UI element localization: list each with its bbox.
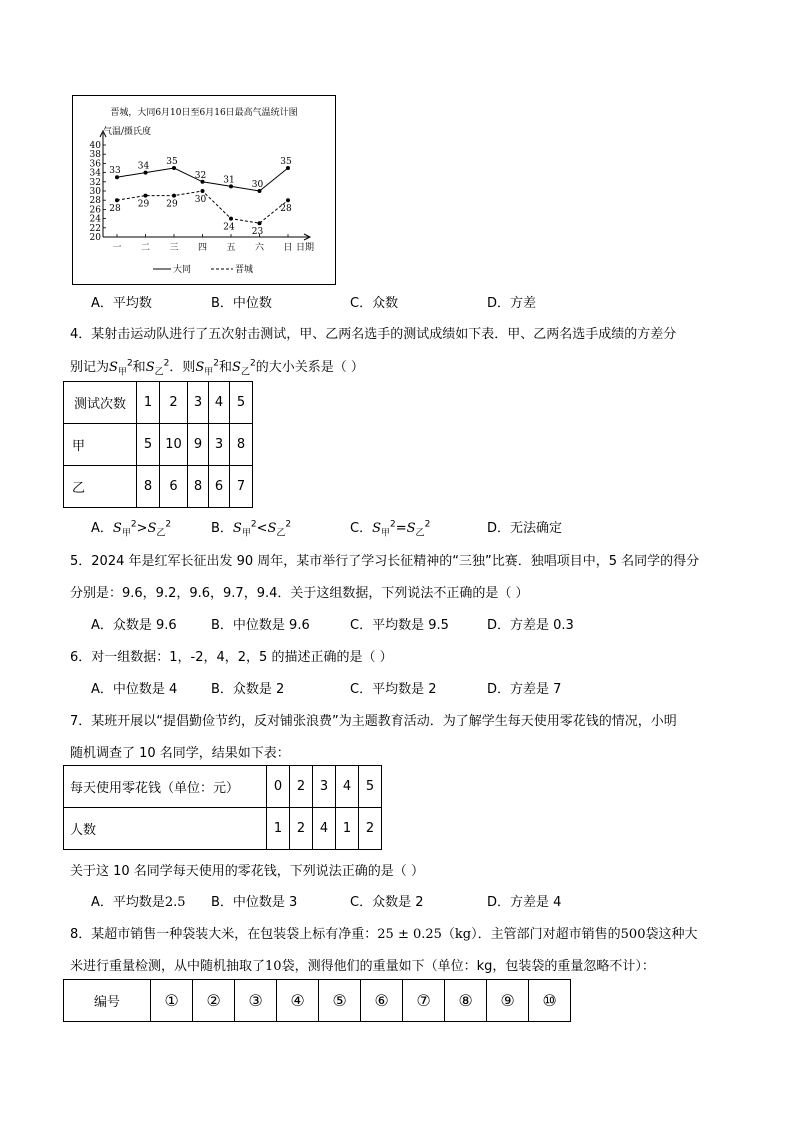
q8-weight-table: [63, 979, 571, 1022]
table-cell: 乙: [64, 466, 137, 508]
option-label: B．: [211, 521, 233, 536]
table-cell: ②: [193, 980, 235, 1022]
q3-option-d[interactable]: D．方差: [487, 296, 537, 311]
series-point: [172, 194, 176, 198]
q5-option-c[interactable]: C．平均数是 9.5: [350, 618, 449, 633]
table-cell: 2: [290, 766, 313, 808]
table-cell: 8: [137, 466, 160, 508]
y-tick-label: 26: [89, 205, 101, 216]
table-cell: 10: [160, 424, 188, 466]
table-cell: 4: [336, 766, 359, 808]
y-tick-label: 32: [89, 177, 101, 188]
y-tick-label: 34: [89, 168, 101, 179]
x-tick-label: 三: [169, 243, 179, 253]
sub-yi: 乙: [154, 367, 164, 378]
table-cell: 3: [313, 766, 336, 808]
x-tick-label: 一: [112, 243, 122, 253]
option-label: C．: [350, 521, 373, 536]
q7-question-line3: 关于这 10 名同学每天使用的零花钱，下列说法正确的是（ ）: [70, 864, 424, 879]
data-label: 30: [251, 180, 264, 190]
table-cell: ⑩: [529, 980, 571, 1022]
sup-2: 2: [424, 519, 431, 530]
y-tick-label: 24: [89, 214, 101, 225]
table-cell: 0: [267, 766, 290, 808]
y-tick-label: 36: [89, 159, 101, 170]
x-tick-label: 五: [226, 243, 236, 253]
table-cell: 2: [290, 808, 313, 850]
data-label: 33: [109, 166, 121, 177]
q4-question-line2: [70, 356, 364, 378]
q4-option-d[interactable]: D．无法确定: [487, 521, 563, 536]
q4-text-he: 和: [219, 360, 233, 375]
y-tick-label: 30: [89, 187, 101, 197]
sup-2: 2: [213, 358, 220, 369]
data-label: 30: [194, 195, 207, 205]
table-cell: 2: [160, 382, 188, 424]
x-tick-label: 六: [254, 243, 265, 253]
q6-question: 6．对一组数据：1，-2，4，2，5 的描述正确的是（ ）: [70, 650, 393, 665]
x-axis-label: 日期: [296, 243, 315, 253]
q7-question-line2: 随机调查了 10 名同学，结果如下表：: [70, 746, 290, 761]
series-point: [115, 198, 119, 202]
table-cell: 9: [188, 424, 209, 466]
var-s: S: [145, 360, 155, 375]
sub-yi: 乙: [240, 367, 250, 378]
var-s: S: [195, 360, 205, 375]
table-cell: ⑦: [403, 980, 445, 1022]
relation-sign: <: [256, 521, 268, 536]
q8-text: 袋这种大: [645, 927, 698, 942]
y-tick-label: 40: [89, 141, 101, 151]
option-label: A．: [91, 521, 113, 536]
q3-option-c[interactable]: C．众数: [350, 296, 399, 311]
q4-option-c[interactable]: [350, 517, 430, 539]
y-tick-label: 22: [89, 223, 101, 234]
q3-option-b[interactable]: B．中位数: [211, 296, 272, 311]
table-row: [64, 766, 382, 808]
sub-jia: 甲: [380, 528, 390, 539]
sup-2: 2: [126, 358, 133, 369]
table-cell: 测试次数: [64, 382, 137, 424]
q7-question-line1: 7．某班开展以“提倡勤俭节约，反对铺张浪费”为主题教育活动．为了解学生每天使用零花钱的情况，小明: [70, 714, 677, 729]
q7-option-d[interactable]: D．方差是 4: [487, 895, 562, 910]
q6-option-b[interactable]: B．众数是 2: [211, 682, 285, 697]
series-point: [286, 198, 290, 202]
series-point: [201, 189, 205, 193]
sub-jia: 甲: [241, 528, 251, 539]
y-axis-label: 气温/摄氏度: [103, 127, 152, 137]
x-tick-label: 二: [140, 243, 151, 253]
var-s: S: [267, 521, 277, 536]
table-cell: 每天使用零花钱（单位：元）: [64, 766, 267, 808]
sup-2: 2: [163, 358, 170, 369]
q4-question-line1: 4．某射击运动队进行了五次射击测试，甲、乙两名选手的测试成绩如下表．甲、乙两名选手成绩的方差分: [70, 327, 677, 342]
sub-yi: 乙: [415, 528, 425, 539]
table-cell: 6: [209, 466, 230, 508]
q5-option-d[interactable]: D．方差是 0.3: [487, 618, 574, 633]
data-label: 28: [109, 204, 121, 215]
q4-score-table: [63, 381, 253, 508]
table-row: [64, 382, 253, 424]
option-label: A．平均数是: [91, 895, 165, 910]
var-s: S: [372, 521, 381, 536]
series-point: [144, 194, 148, 198]
var-s: S: [109, 360, 118, 375]
option-value: 2.5: [164, 895, 186, 910]
q8-weight-expr: 25 ± 0.25（kg）: [377, 927, 478, 942]
q5-option-a[interactable]: A．众数是 9.6: [91, 618, 177, 633]
q7-pocket-money-table: [63, 765, 382, 850]
q8-text: ．主管部门对超市销售的: [477, 927, 621, 942]
table-cell: 甲: [64, 424, 137, 466]
table-cell: ①: [151, 980, 193, 1022]
table-cell: ③: [235, 980, 277, 1022]
sub-yi: 乙: [276, 528, 286, 539]
table-cell: ⑧: [445, 980, 487, 1022]
table-cell: 2: [359, 808, 382, 850]
table-cell: 5: [230, 382, 253, 424]
q7-option-c[interactable]: C．众数是 2: [350, 895, 424, 910]
temperature-line-chart: [72, 95, 336, 285]
table-cell: 6: [160, 466, 188, 508]
q4-text: 别记为: [70, 360, 110, 375]
data-label: 32: [194, 170, 207, 181]
table-row: [64, 980, 571, 1022]
table-row: [64, 424, 253, 466]
table-cell: 7: [230, 466, 253, 508]
data-label: 24: [223, 222, 235, 233]
data-label: 34: [137, 161, 150, 172]
table-cell: 8: [230, 424, 253, 466]
legend-label: 晋城: [235, 265, 254, 275]
relation-sign: >: [136, 521, 148, 536]
q4-text: 的大小关系是（ ）: [255, 360, 364, 375]
table-cell: 3: [209, 424, 230, 466]
data-label: 23: [251, 227, 264, 238]
q4-text: ．则: [169, 360, 196, 375]
var-s: S: [232, 360, 241, 375]
sup-2: 2: [130, 519, 137, 530]
table-cell: 5: [137, 424, 160, 466]
data-label: 35: [166, 157, 178, 167]
q6-option-a[interactable]: A．中位数是 4: [91, 682, 178, 697]
q8-question-line1: [70, 923, 698, 942]
table-cell: 4: [313, 808, 336, 850]
sub-yi: 乙: [156, 528, 166, 539]
q6-option-d[interactable]: D．方差是 7: [487, 682, 562, 697]
sup-2: 2: [249, 358, 256, 369]
table-cell: 5: [359, 766, 382, 808]
table-cell: 1: [267, 808, 290, 850]
var-s: S: [232, 521, 242, 536]
table-cell: ⑤: [319, 980, 361, 1022]
q8-number: 500: [620, 927, 646, 942]
q8-question-line2: [70, 955, 655, 974]
q5-question-line1: 5．2024 年是红军长征出发 90 周年，某市举行了学习长征精神的“三独”比赛．独唱项目中，5 名同学的得分: [70, 554, 700, 569]
var-s: S: [112, 521, 122, 536]
chart-svg: [73, 96, 335, 284]
q4-text-he: 和: [132, 360, 146, 375]
data-label: 35: [280, 157, 292, 167]
relation-sign: =: [395, 521, 407, 536]
q5-option-b[interactable]: B．中位数是 9.6: [211, 618, 310, 633]
sub-jia: 甲: [121, 528, 131, 539]
y-tick-label: 38: [89, 150, 101, 161]
data-label: 31: [223, 175, 235, 186]
legend-label: 大同: [173, 265, 192, 275]
table-cell: 1: [137, 382, 160, 424]
sup-2: 2: [285, 519, 292, 530]
q5-question-line2: 分别是：9.6，9.2，9.6，9.7，9.4．关于这组数据，下列说法不正确的是（ ）: [70, 586, 529, 601]
y-tick-label: 20: [89, 233, 101, 243]
q4-option-b[interactable]: [211, 517, 291, 539]
sup-2: 2: [165, 519, 172, 530]
q6-option-c[interactable]: C．平均数是 2: [350, 682, 437, 697]
q8-text: 米进行重量检测，从中随机抽取了: [70, 959, 266, 974]
table-row: [64, 808, 382, 850]
q4-option-a[interactable]: [91, 517, 171, 539]
table-cell: 1: [336, 808, 359, 850]
table-row: [64, 466, 253, 508]
x-tick-label: 日: [283, 243, 293, 253]
sub-jia: 甲: [117, 367, 127, 378]
table-cell: 编号: [64, 980, 151, 1022]
var-s: S: [147, 521, 157, 536]
q3-option-a[interactable]: A．平均数: [91, 296, 152, 311]
q7-option-b[interactable]: B．中位数是 3: [211, 895, 298, 910]
data-label: 28: [280, 204, 292, 215]
series-point: [229, 217, 233, 221]
sup-2: 2: [390, 519, 396, 530]
table-cell: ⑨: [487, 980, 529, 1022]
q7-option-a[interactable]: [91, 891, 186, 910]
x-tick-label: 四: [197, 243, 208, 253]
sub-jia: 甲: [204, 367, 214, 378]
table-cell: ⑥: [361, 980, 403, 1022]
table-cell: 人数: [64, 808, 267, 850]
q8-text: 袋，测得他们的重量如下（单位：kg，包装袋的重量忽略不计）：: [281, 959, 655, 974]
var-s: S: [406, 521, 416, 536]
data-label: 29: [166, 199, 178, 210]
table-cell: ④: [277, 980, 319, 1022]
series-point: [258, 221, 262, 225]
table-cell: 8: [188, 466, 209, 508]
q8-number: 10: [265, 959, 282, 974]
q8-text: 8．某超市销售一种袋装大米，在包装袋上标有净重：: [70, 927, 378, 942]
table-cell: 4: [209, 382, 230, 424]
data-label: 29: [137, 199, 150, 210]
sup-2: 2: [250, 519, 257, 530]
y-tick-label: 28: [89, 196, 101, 207]
chart-title: 晋城，大同6月10日至6月16日最高气温统计图: [110, 108, 298, 118]
table-cell: 3: [188, 382, 209, 424]
